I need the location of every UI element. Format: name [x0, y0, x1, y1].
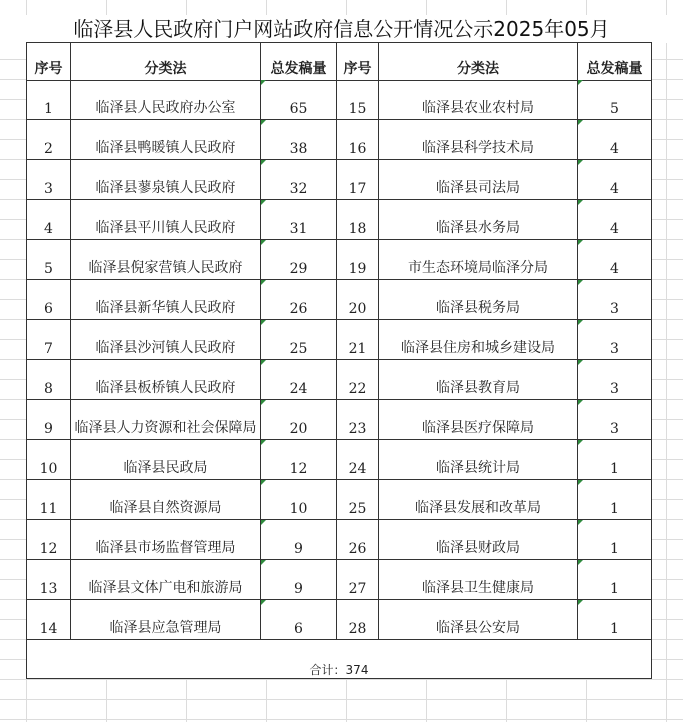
cell-count-2[interactable]: 3 [578, 320, 651, 359]
cell-no[interactable]: 6 [27, 280, 71, 319]
cell-no[interactable]: 14 [27, 600, 71, 639]
cell-no-2[interactable]: 16 [337, 120, 379, 159]
cell-category[interactable]: 临泽县新华镇人民政府 [71, 280, 261, 319]
cell-category-2[interactable]: 临泽县水务局 [379, 200, 578, 239]
cell-no-2[interactable]: 25 [337, 480, 379, 519]
cell-no[interactable]: 1 [27, 80, 71, 119]
cell-category-2[interactable]: 临泽县发展和改革局 [379, 480, 578, 519]
table-row [27, 280, 651, 320]
cell-count-2[interactable]: 1 [578, 520, 651, 559]
header-count[interactable]: 总发稿量 [261, 43, 337, 80]
cell-count[interactable]: 24 [261, 360, 337, 399]
cell-count[interactable]: 12 [261, 440, 337, 479]
table-header [27, 43, 651, 81]
cell-no-2[interactable]: 17 [337, 160, 379, 199]
cell-no[interactable]: 8 [27, 360, 71, 399]
cell-count-2[interactable]: 1 [578, 440, 651, 479]
cell-category-2[interactable]: 临泽县住房和城乡建设局 [379, 320, 578, 359]
cell-count-2[interactable]: 4 [578, 200, 651, 239]
cell-no[interactable]: 5 [27, 240, 71, 279]
table-row [27, 440, 651, 480]
table-row [27, 80, 651, 120]
cell-category-2[interactable]: 临泽县医疗保障局 [379, 400, 578, 439]
header-no-2[interactable]: 序号 [337, 43, 379, 80]
cell-category-2[interactable]: 临泽县卫生健康局 [379, 560, 578, 599]
cell-no-2[interactable]: 20 [337, 280, 379, 319]
report-table [26, 42, 652, 679]
cell-category[interactable]: 临泽县沙河镇人民政府 [71, 320, 261, 359]
cell-category-2[interactable]: 市生态环境局临泽分局 [379, 240, 578, 279]
cell-no[interactable]: 3 [27, 160, 71, 199]
table-row [27, 360, 651, 400]
cell-category-2[interactable]: 临泽县农业农村局 [379, 80, 578, 119]
cell-count[interactable]: 9 [261, 560, 337, 599]
table-row [27, 600, 651, 640]
cell-no[interactable]: 13 [27, 560, 71, 599]
table-row [27, 160, 651, 200]
table-row [27, 520, 651, 560]
table-row [27, 560, 651, 600]
cell-count[interactable]: 25 [261, 320, 337, 359]
cell-count-2[interactable]: 5 [578, 80, 651, 119]
header-count-2[interactable]: 总发稿量 [586, 61, 643, 77]
cell-count[interactable]: 65 [261, 80, 337, 119]
cell-category[interactable]: 临泽县鸭暖镇人民政府 [71, 120, 261, 159]
header-category[interactable]: 分类法 [71, 43, 261, 80]
cell-count[interactable]: 38 [261, 120, 337, 159]
cell-no-2[interactable]: 18 [337, 200, 379, 239]
cell-category-2[interactable]: 临泽县科学技术局 [379, 120, 578, 159]
cell-no[interactable]: 10 [27, 440, 71, 479]
cell-count[interactable]: 31 [261, 200, 337, 239]
table-row [27, 480, 651, 520]
header-no[interactable]: 序号 [27, 43, 71, 80]
cell-count-2[interactable]: 4 [578, 160, 651, 199]
cell-category-2[interactable]: 临泽县财政局 [379, 520, 578, 559]
cell-count-2[interactable]: 1 [578, 480, 651, 519]
cell-no[interactable]: 7 [27, 320, 71, 359]
table-row [27, 400, 651, 440]
cell-no-2[interactable]: 23 [337, 400, 379, 439]
cell-no-2[interactable]: 24 [337, 440, 379, 479]
table-row [27, 200, 651, 240]
cell-category[interactable]: 临泽县人力资源和社会保障局 [71, 400, 261, 439]
header-category-2[interactable]: 分类法 [379, 43, 578, 80]
cell-count[interactable]: 32 [261, 160, 337, 199]
cell-no[interactable]: 9 [27, 400, 71, 439]
total-cell[interactable]: 合计：374 [309, 663, 369, 677]
cell-no-2[interactable]: 22 [337, 360, 379, 399]
cell-count[interactable]: 20 [261, 400, 337, 439]
table-row [27, 120, 651, 160]
cell-no-2[interactable]: 21 [337, 320, 379, 359]
cell-count-2[interactable]: 3 [578, 280, 651, 319]
cell-category-2[interactable]: 临泽县税务局 [379, 280, 578, 319]
cell-category[interactable]: 临泽县倪家营镇人民政府 [71, 240, 261, 279]
cell-category[interactable]: 临泽县应急管理局 [71, 600, 261, 639]
cell-count-2[interactable]: 3 [578, 360, 651, 399]
cell-no[interactable]: 2 [27, 120, 71, 159]
cell-count-2[interactable]: 4 [578, 120, 651, 159]
cell-count-2[interactable]: 3 [578, 400, 651, 439]
cell-category[interactable]: 临泽县文体广电和旅游局 [71, 560, 261, 599]
cell-no[interactable]: 4 [27, 200, 71, 239]
cell-count[interactable]: 29 [261, 240, 337, 279]
cell-count-2[interactable]: 1 [578, 600, 651, 639]
cell-category-2[interactable]: 临泽县统计局 [379, 440, 578, 479]
cell-count-2[interactable]: 1 [578, 560, 651, 599]
cell-count-2[interactable]: 4 [578, 240, 651, 279]
cell-category-2[interactable]: 临泽县司法局 [379, 160, 578, 199]
cell-category[interactable]: 临泽县人民政府办公室 [71, 80, 261, 119]
cell-count[interactable]: 26 [261, 280, 337, 319]
cell-no-2[interactable]: 15 [337, 80, 379, 119]
page-title: 临泽县人民政府门户网站政府信息公开情况公示2025年05月 [0, 15, 683, 43]
table-row [27, 320, 651, 360]
cell-no-2[interactable]: 19 [337, 240, 379, 279]
cell-no[interactable]: 11 [27, 480, 71, 519]
cell-no-2[interactable]: 27 [337, 560, 379, 599]
cell-category-2[interactable]: 临泽县公安局 [379, 600, 578, 639]
cell-no-2[interactable]: 28 [337, 600, 379, 639]
cell-no[interactable]: 12 [27, 520, 71, 559]
table-row [27, 240, 651, 280]
cell-count[interactable]: 6 [261, 600, 337, 639]
cell-count[interactable]: 10 [261, 480, 337, 519]
cell-category[interactable]: 临泽县板桥镇人民政府 [71, 360, 261, 399]
cell-no-2[interactable]: 26 [337, 520, 379, 559]
cell-count[interactable]: 9 [261, 520, 337, 559]
cell-category[interactable]: 临泽县蓼泉镇人民政府 [71, 160, 261, 199]
cell-category[interactable]: 临泽县市场监督管理局 [71, 520, 261, 559]
cell-category[interactable]: 临泽县自然资源局 [71, 480, 261, 519]
cell-category[interactable]: 临泽县平川镇人民政府 [71, 200, 261, 239]
cell-category-2[interactable]: 临泽县教育局 [379, 360, 578, 399]
cell-category[interactable]: 临泽县民政局 [71, 440, 261, 479]
